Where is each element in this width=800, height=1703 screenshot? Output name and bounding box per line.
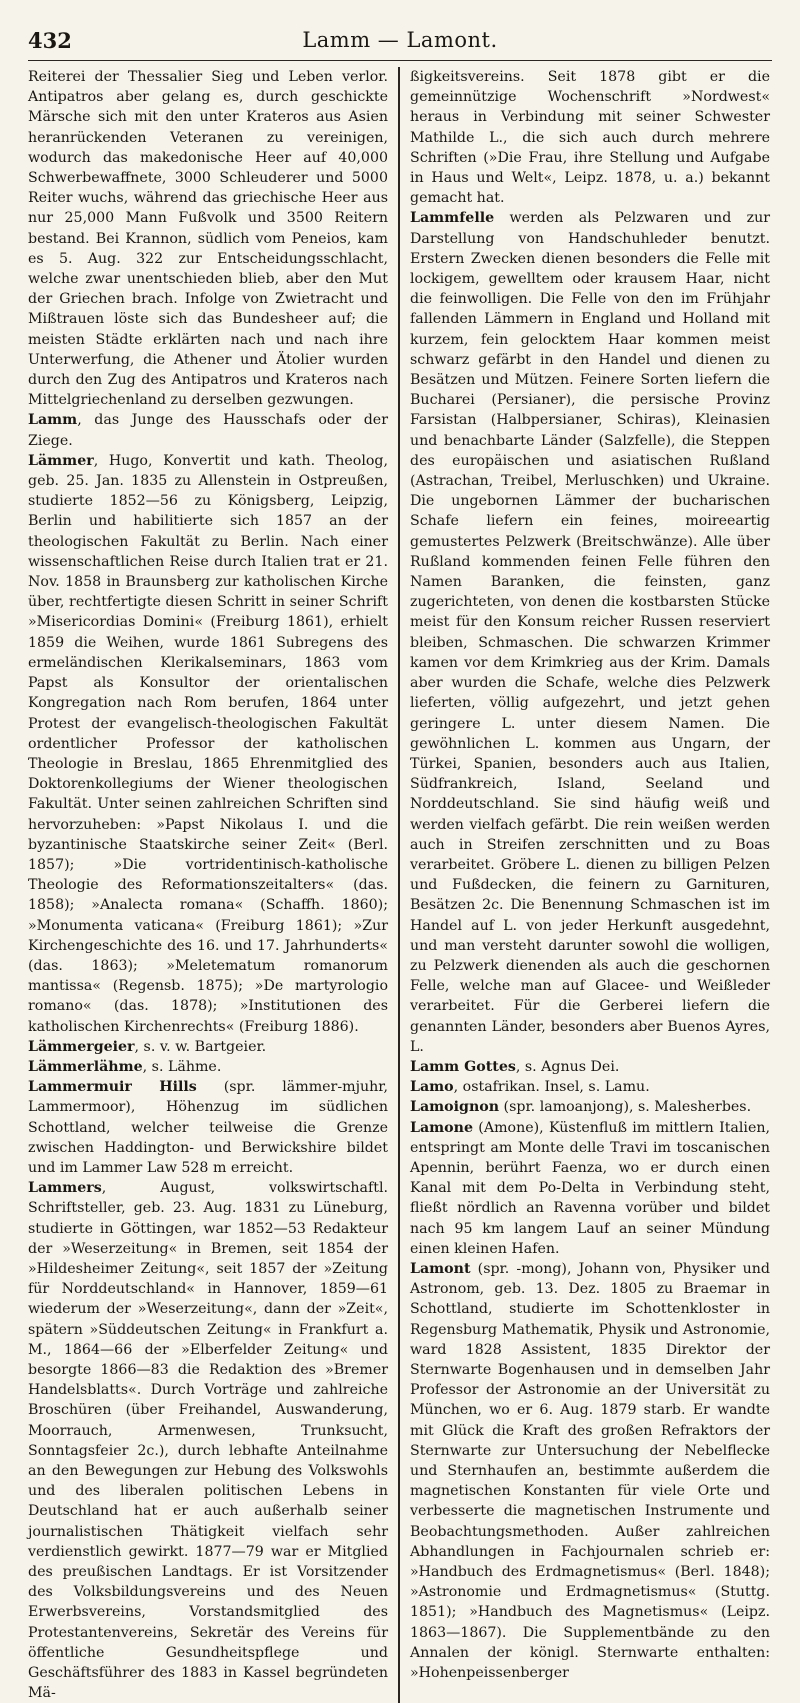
entry-text: , August, volkswirtschaftl. Schriftsteller, geb. 23. Aug. 1831 zu Lüneburg, studierte in Göttingen, war 1852—53 Redakteur der »Weserzeitung« in Bremen, seit 1854 der »Hildesheimer Zeitung«, seit 1857 der »Zeitung für Norddeutschland« in Hannover, 1859—61 wiederum der »Weserzeitung«, dann der »Zeit«, spätern »Süddeutschen Zeitung« in Frankfurt a. M., 1864—66 der »Elberfelder Zeitung« und besorgte 1866—83 die Redaktion des »Bremer Handelsblatts«. Durch Vorträge und zahlreiche Broschüren (über Freihandel, Auswanderung, Moorrauch, Armenwesen, Trunksucht, Sonntagsfeier 2c.), durch lebhafte Anteilnahme an den Bewegungen zur Hebung des Volkswohls und des liberalen politischen Lebens in Deutschland hat er auch außerhalb seiner journalistischen Thätigkeit vielfach sehr verdienstlich gewirkt. 1877—79 war er Mitglied des preußischen Landtags. Er ist Vorsitzender des Volksbildungsvereins und des Neuen Erwerbsvereins, Vorstandsmitglied des Protestantenvereins, Sekretär des Vereins für öffentliche Gesundheitspflege und Geschäftsführer des 1883 in Kassel begründeten Mä- — [28, 1180, 388, 1702]
entry-laemmergeier — [28, 1037, 388, 1057]
entry-text: , Hugo, Konvertit und kath. Theolog, geb. 25. Jan. 1835 zu Allenstein in Ostpreußen, studierte 1852—56 zu Königsberg, Leipzig, Berlin und habilitierte sich 1857 an der theologischen Fakultät zu Berlin. Nach einer wissenschaftlichen Reise durch Italien trat er 21. Nov. 1858 in Braunsberg zur katholischen Kirche über, rechtfertigte diesen Schritt in seiner Schrift »Misericordias Domini« (Freiburg 1861), erhielt 1859 die Weihen, wurde 1861 Subregens des ermeländischen Klerikalseminars, 1863 vom Papst als Konsultor der orientalischen Kongregation nach Rom berufen, 1864 unter Protest der evangelisch-theologischen Fakultät ordentlicher Professor der katholischen Theologie in Breslau, 1865 Ehrenmitglied des Doktorenkollegiums der Wiener theologischen Fakultät. Unter seinen zahlreichen Schriften sind hervorzuheben: »Papst Nikolaus I. und die byzantinische Staatskirche seiner Zeit« (Berl. 1857); »Die vortridentinisch-katholische Theologie des Reformationszeitalters« (das. 1858); »Analecta romana« (Schaffh. 1860); »Monumenta vaticana« (Freiburg 1861); »Zur Kirchengeschichte des 16. und 17. Jahrhunderts« (das. 1863); »Meletematum romanorum mantissa« (Regensb. 1875); »De martyrologio romano« (das. 1878); »Institutionen des katholischen Kirchenrechts« (Freiburg 1886). — [28, 452, 388, 1035]
entry-lamone — [410, 1118, 770, 1259]
headword: Lamm — [28, 412, 78, 429]
entry-laemmerlaehme — [28, 1057, 388, 1077]
entry-lammfelle — [410, 208, 770, 1057]
page-header — [28, 28, 772, 61]
column-divider — [398, 67, 400, 1703]
entry-laemmer — [28, 451, 388, 1037]
entry-text: , s. v. w. Bartgeier. — [134, 1038, 267, 1055]
entry-lammermuir-hills — [28, 1077, 388, 1178]
continuation-text: Reiterei der Thessalier Sieg und Leben verlor. Antipatros aber gelang es, durch geschickte Märsche sich mit den unter Krateros aus Asien heranrückenden Veteranen zu vereinigen, wodurch das makedonische Heer auf 40,000 Schwerbewaffnete, 3000 Schleuderer und 5000 Reiter wuchs, während das griechische Heer aus nur 25,000 Mann Fußvolk und 3500 Reitern bestand. Bei Krannon, südlich vom Peneios, kam es 5. Aug. 322 zur Entscheidungsschlacht, welche zwar unentschieden blieb, aber den Mut der Griechen brach. Infolge von Zwietracht und Mißtrauen löste sich das Bundesheer auf; die meisten Städte erklärten nach und nach ihre Unterwerfung, die Athener und Ätolier wurden durch den Zug des Antipatros und Krateros nach Mittelgriechenland zu derselben gezwungen. — [28, 69, 388, 409]
entry-text: (spr. -mong), Johann von, Physiker und Astronom, geb. 13. Dez. 1805 zu Braemar in Schottland, studierte im Schottenkloster in Regensburg Mathematik, Physik und Astronomie, ward 1828 Assistent, 1835 Direktor der Sternwarte Bogenhausen und in demselben Jahr Professor der Astronomie an der Universität zu München, wo er 6. Aug. 1879 starb. Er wandte mit Glück die Kraft des großen Refraktors der Sternwarte zur Untersuchung der Nebelflecke und Sternhaufen an, bestimmte außerdem die magnetischen Konstanten für viele Orte und verbesserte die magnetischen Instrumente und Beobachtungsmethoden. Außer zahlreichen Abhandlungen in Fachjournalen schrieb er: »Handbuch des Erdmagnetismus« (Berl. 1848); »Astronomie und Erdmagnetismus« (Stuttg. 1851); »Handbuch des Magnetismus« (Leipz. 1863—1867). Die Supplementbände zu den Annalen der königl. Sternwarte enthalten: »Hohenpeissenberger — [410, 1260, 770, 1682]
headword: Lammfelle — [410, 210, 495, 227]
entry-lammers — [28, 1178, 388, 1703]
entry-text: , ostafrikan. Insel, s. Lamu. — [453, 1079, 650, 1096]
left-column — [28, 67, 396, 1703]
text-columns — [28, 67, 772, 1703]
continuation-text: ßigkeitsvereins. Seit 1878 gibt er die gemeinnützige Wochenschrift »Nordwest« heraus in Verbindung mit seiner Schwester Mathilde L., die sich auch durch mehrere Schriften (»Die Frau, ihre Stellung und Aufgabe in Haus und Welt«, Leipz. 1878, u. a.) bekannt gemacht hat. — [410, 69, 770, 207]
entry-text: (spr. lämmer-mjuhr, Lammermoor), Höhenzug im südlichen Schottland, welcher teilweise die Grenze zwischen Haddington- und Berwickshire bildet und im Lammer Law 528 m erreicht. — [28, 1079, 388, 1176]
headword: Lamo — [410, 1079, 454, 1096]
entry-lamoignon — [410, 1097, 770, 1117]
headword: Lamont — [410, 1260, 471, 1277]
right-column — [402, 67, 770, 1703]
entry-text: werden als Pelzwaren und zur Darstellung von Handschuhleder benutzt. Erstern Zwecken dienen besonders die Felle mit lockigem, gewelltem oder krausem Haar, nicht die feinwolligen. Die Felle von den im Frühjahr fallenden Lämmern in England und Holland mit kurzem, fein gelocktem Haar kommen meist schwarz gefärbt in den Handel und dienen zu Besätzen und Mützen. Feinere Sorten liefern die Bucharei (Persianer), die persische Provinz Farsistan (Halbpersianer, Schiras), Kleinasien und benachbarte Länder (Salzfelle), die Steppen des europäischen und asiatischen Rußland (Astrachan, Treibel, Merluschken) und Ukraine. Die ungebornen Lämmer der bucharischen Schafe liefern ein feines, moireeartig gemustertes Pelzwerk (Breitschwänze). Alle über Rußland kommenden feinen Felle führen den Namen Baranken, die feinsten, ganz zugerichteten, von denen die kostbarsten Stücke meist für den Konsum reicher Russen reserviert bleiben, Schmaschen. Die schwarzen Krimmer kamen vor dem Krimkrieg aus der Krim. Damals aber wurden die Schafe, welche dies Pelzwerk lieferten, völlig aufgezehrt, und jetzt gehen geringere L. unter diesem Namen. Die gewöhnlichen L. kommen aus Ungarn, der Türkei, Spanien, besonders auch aus Italien, Südfrankreich, Island, Seeland und Norddeutschland. Sie sind häufig weiß und werden vielfach gefärbt. Die rein weißen werden auch in Streifen zerschnitten und zu Boas verarbeitet. Gröbere L. dienen zu billigen Pelzen und Fußdecken, die feinern zu Garnituren, Besätzen 2c. Die Benennung Schmaschen ist im Handel auf L. von jeder Herkunft ausgedehnt, und man versteht darunter sowohl die wolligen, zu Pelzwerk dienenden als auch die geschornen Felle, welche man auf Glacee- und Weißleder verarbeitet. Für die Gerberei liefern die genannten Länder, besonders aber Buenos Ayres, L. — [410, 210, 770, 1055]
entry-text: , das Junge des Hausschafs oder der Ziege. — [28, 412, 388, 449]
entry-lamont — [410, 1259, 770, 1683]
headword: Lämmergeier — [28, 1038, 135, 1055]
entry-text: (Amone), Küstenfluß im mittlern Italien, entspringt am Monte delle Travi im toscanischen Apennin, berührt Faenza, wo er durch einen Kanal mit dem Po-Delta in Verbindung steht, fließt nördlich an Ravenna vorüber und bildet nach 95 km langem Lauf an seiner Mündung einen kleinen Hafen. — [410, 1119, 770, 1257]
headword: Lamoignon — [410, 1099, 500, 1116]
headword: Lammermuir Hills — [28, 1079, 197, 1096]
running-head: Lamm — Lamont. — [302, 28, 498, 52]
headword: Lämmerlähme — [28, 1058, 143, 1075]
headword: Lämmer — [28, 452, 94, 469]
entry-lamm — [28, 410, 388, 450]
entry-lamo — [410, 1077, 770, 1097]
headword: Lammers — [28, 1180, 102, 1197]
headword: Lamm Gottes — [410, 1058, 516, 1075]
headword: Lamone — [410, 1119, 473, 1136]
entry-text: , s. Agnus Dei. — [515, 1058, 620, 1075]
entry-text: , s. Lähme. — [142, 1058, 222, 1075]
entry-text: (spr. lamoanjong), s. Malesherbes. — [499, 1099, 752, 1116]
page-number: 432 — [28, 28, 72, 53]
entry-lamm-gottes — [410, 1057, 770, 1077]
